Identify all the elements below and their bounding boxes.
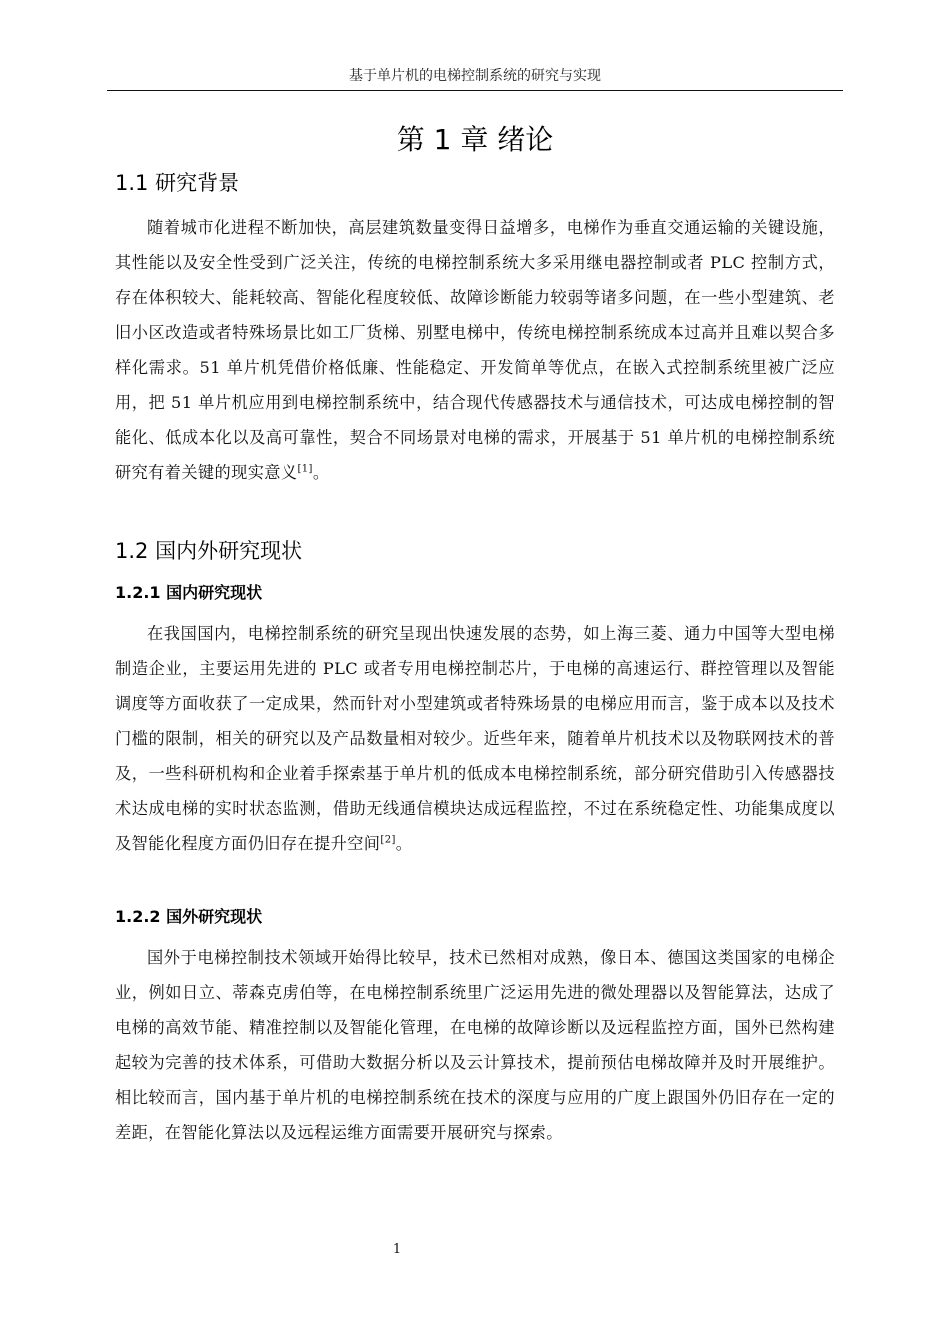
section-heading-1-2: 1.2 国内外研究现状 [115,539,303,563]
paragraph-foreign-research [115,940,835,1150]
paragraph-ending: 。 [395,834,413,853]
paragraph-text: 随着城市化进程不断加快，高层建筑数量变得日益增多，电梯作为垂直交通运输的关键设施，其性能以及安全性受到广泛关注，传统的电梯控制系统大多采用继电器控制或者 PLC 控制方式，存在体积较大、能耗较高、智能化程度较低、故障诊断能力较弱等诸多问题，在一些小型建筑、老旧小区改造或者特殊场景比如工厂货梯、别墅电梯中，传统电梯控制系统成本过高并且难以契合多样化需求。51 单片机凭借价格低廉、性能稳定、开发简单等优点，在嵌入式控制系统里被广泛应用，把 51 单片机应用到电梯控制系统中，结合现代传感器技术与通信技术，可达成电梯控制的智能化、低成本化以及高可靠性，契合不同场景对电梯的需求，开展基于 51 单片机的电梯控制系统研究有着关键的现实意义 [115,218,835,482]
section-heading-1-1: 1.1 研究背景 [115,171,240,195]
paragraph-text: 国外于电梯控制技术领域开始得比较早，技术已然相对成熟，像日本、德国这类国家的电梯企业，例如日立、蒂森克虏伯等，在电梯控制系统里广泛运用先进的微处理器以及智能算法，达成了电梯的高效节能、精准控制以及智能化管理，在电梯的故障诊断以及远程监控方面，国外已然构建起较为完善的技术体系，可借助大数据分析以及云计算技术，提前预估电梯故障并及时开展维护。相比较而言，国内基于单片机的电梯控制系统在技术的深度与应用的广度上跟国外仍旧存在一定的差距，在智能化算法以及远程运维方面需要开展研究与探索。 [115,948,835,1142]
paragraph-domestic-research [115,616,835,861]
paragraph-research-background [115,210,835,490]
paragraph-ending: 。 [312,463,330,482]
page-number: 1 [392,1242,402,1257]
paragraph-text: 在我国国内，电梯控制系统的研究呈现出快速发展的态势，如上海三菱、通力中国等大型电梯制造企业，主要运用先进的 PLC 或者专用电梯控制芯片，于电梯的高速运行、群控管理以及智能调度等方面收获了一定成果，然而针对小型建筑或者特殊场景的电梯应用而言，鉴于成本以及技术门槛的限制，相关的研究以及产品数量相对较少。近些年来，随着单片机技术以及物联网技术的普及，一些科研机构和企业着手探索基于单片机的低成本电梯控制系统，部分研究借助引入传感器技术达成电梯的实时状态监测，借助无线通信模块达成远程监控，不过在系统稳定性、功能集成度以及智能化程度方面仍旧存在提升空间 [115,624,835,853]
citation-ref: [1] [297,463,313,475]
chapter-title: 第 1 章 绪论 [396,123,554,156]
subsection-heading-1-2-1: 1.2.1 国内研究现状 [115,583,263,602]
citation-ref: [2] [380,834,396,846]
subsection-heading-1-2-2: 1.2.2 国外研究现状 [115,907,263,926]
header-rule [107,90,843,91]
running-header: 基于单片机的电梯控制系统的研究与实现 [349,68,601,84]
